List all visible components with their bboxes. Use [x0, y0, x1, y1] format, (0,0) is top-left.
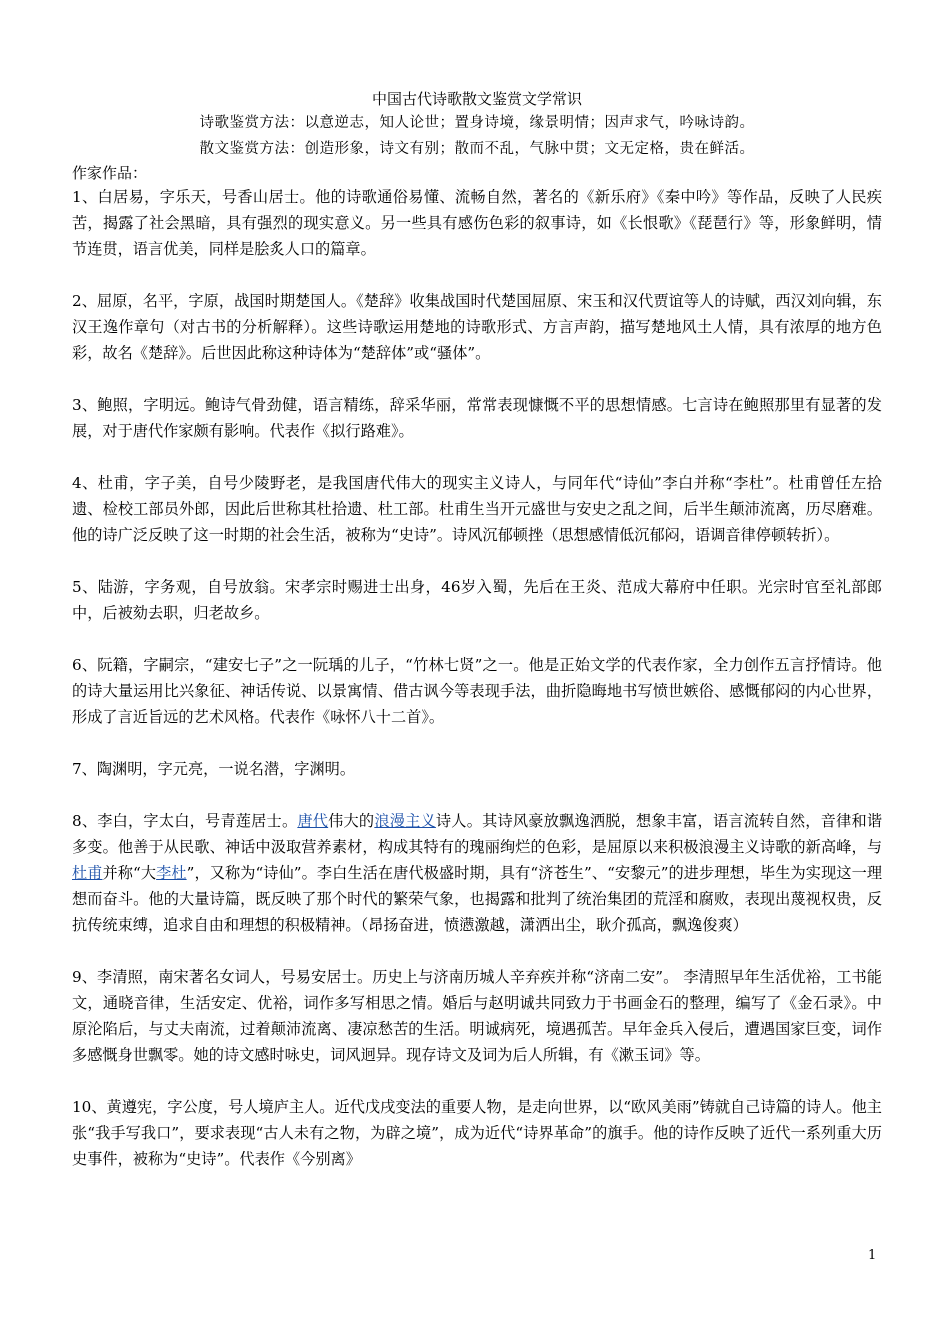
- page-title: 中国古代诗歌散文鉴赏文学常识: [371, 90, 582, 108]
- entry-li-qingzhao: 9、李清照，南宋著名女词人，号易安居士。历史上与济南历城人辛弃疾并称“济南二安”。 李清照早年生活优裕，工书能文，通晓音律，生活安定、优裕，词作多写相思之情。婚后与赵明诚共同致力于书画金石的整理，编写了《金石录》。中原沦陷后，与丈夫南流，过着颠沛流离、凄凉愁苦的生活。明诚病死，境遇孤苦。早年金兵入侵后，遭遇国家巨变，词作多感慨身世飘零。她的诗文感时咏史，词风迥异。现存诗文及词为后人所辑，有《漱玉词》等。: [72, 968, 882, 1064]
- link-du-fu[interactable]: 杜甫: [72, 864, 103, 882]
- entry-bao-zhao: 3、鲍照，字明远。鲍诗气骨劲健，语言精练，辞采华丽，常常表现慷慨不平的思想情感。七言诗在鲍照那里有显著的发展，对于唐代作家颇有影响。代表作《拟行路难》。: [72, 396, 882, 440]
- entry-du-fu: 4、杜甫，字子美，自号少陵野老，是我国唐代伟大的现实主义诗人，与同年代“诗仙”李白并称“李杜”。杜甫曾任左拾遗、检校工部员外郎，因此后世称其杜拾遗、杜工部。杜甫生当开元盛世与安史之乱之间，后半生颠沛流离，历尽磨难。他的诗广泛反映了这一时期的社会生活，被称为“史诗”。诗风沉郁顿挫（思想感情低沉郁闷，语调音律停顿转折）。: [72, 474, 882, 544]
- entry-lu-you: 5、陆游，字务观，自号放翁。宋孝宗时赐进士出身，46岁入蜀，先后在王炎、范成大幕府中任职。光宗时官至礼部郎中，后被劾去职，归老故乡。: [72, 578, 882, 622]
- entry-qu-yuan: 2、屈原，名平，字原，战国时期楚国人。《楚辞》收集战国时代楚国屈原、宋玉和汉代贾谊等人的诗赋，西汉刘向辑，东汉王逸作章句（对古书的分析解释）。这些诗歌运用楚地的诗歌形式、方言声韵，描写楚地风土人情，具有浓厚的地方色彩，故名《楚辞》。后世因此称这种诗体为“楚辞体”或“骚体”。: [72, 292, 882, 362]
- entry-li-bai: [72, 808, 882, 938]
- entry-tao-yuanming: 7、陶渊明，字元亮，一说名潜，字渊明。: [72, 760, 356, 778]
- li-bai-text-5: ”，又称为“诗仙”。李白生活在唐代极盛时期，具有“济苍生”、“安黎元”的进步理想，毕生为实现这一理想而奋斗。他的大量诗篇，既反映了那个时代的繁荣气象，也揭露和批判了统治集团的荒淫和腐败，表现出蔑视权贵，反抗传统束缚，追求自由和理想的积极精神。（昂扬奋进，愤懑激越，潇洒出尘，耿介孤高，飘逸俊爽）: [72, 864, 883, 934]
- document-page: [72, 88, 882, 1198]
- link-tang-dynasty[interactable]: 唐代: [297, 812, 329, 830]
- li-bai-text-3: 诗人。其诗风豪放飘逸洒脱，想象丰富，语言流转自然，音律和谐多变。他善于从民歌、神话中汲取营养素材，构成其特有的瑰丽绚烂的色彩，是屈原以来积极浪漫主义诗歌的新高峰，与: [72, 812, 883, 856]
- section-label: 作家作品：: [72, 164, 148, 182]
- entry-ruan-ji: 6、阮籍，字嗣宗，“建安七子”之一阮瑀的儿子，“竹林七贤”之一。他是正始文学的代表作家，全力创作五言抒情诗。他的诗大量运用比兴象征、神话传说、以景寓情、借古讽今等表现手法，曲折隐晦地书写愤世嫉俗、感慨郁闷的内心世界，形成了言近旨远的艺术风格。代表作《咏怀八十二首》。: [72, 656, 882, 726]
- page-number: 1: [868, 1248, 877, 1263]
- li-bai-text-4: 并称“大: [102, 864, 157, 882]
- entry-huang-zunxian: 10、黄遵宪，字公度，号人境庐主人。近代戊戌变法的重要人物，是走向世界，以“欧风美雨”铸就自己诗篇的诗人。他主张“我手写我口”，要求表现“古人未有之物，为辟之境”，成为近代“诗界革命”的旗手。他的诗作反映了近代一系列重大历史事件，被称为“史诗”。代表作《今别离》: [72, 1098, 882, 1168]
- prose-method-line: 散文鉴赏方法：创造形象，诗文有别；散而不乱，气脉中贯；文无定格，贵在鲜活。: [199, 141, 755, 157]
- entry-bai-juyi: 1、白居易，字乐天，号香山居士。他的诗歌通俗易懂、流畅自然，著名的《新乐府》《秦中吟》等作品，反映了人民疾苦，揭露了社会黑暗，具有强烈的现实意义。另一些具有感伤色彩的叙事诗，如《长恨歌》《琵琶行》等，形象鲜明，情节连贯，语言优美，同样是脍炙人口的篇章。: [72, 188, 882, 258]
- li-bai-text-2: 伟大的: [328, 812, 375, 830]
- link-li-du[interactable]: 李杜: [156, 864, 187, 882]
- poetry-method-line: 诗歌鉴赏方法：以意逆志，知人论世；置身诗境，缘景明情；因声求气，吟咏诗韵。: [199, 115, 755, 131]
- li-bai-text-1: 8、李白，字太白，号青莲居士。: [72, 812, 298, 830]
- link-romanticism[interactable]: 浪漫主义: [374, 812, 436, 830]
